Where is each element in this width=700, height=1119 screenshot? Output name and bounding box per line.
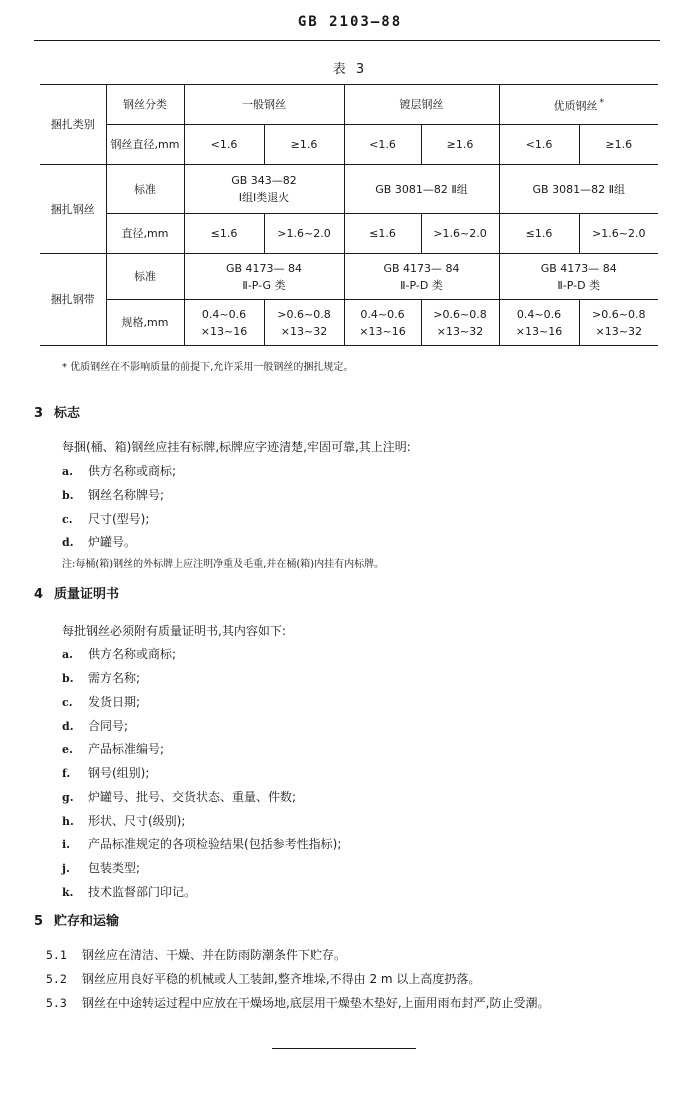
list-item-label: f. <box>62 767 71 780</box>
list-item <box>62 533 136 550</box>
section-4-heading <box>34 583 119 602</box>
table-cell: GB 3081—82 Ⅱ组 <box>344 165 499 214</box>
section-title: 质量证明书 <box>54 587 120 602</box>
table-cell: ≤1.6 <box>344 214 421 254</box>
table-row <box>40 125 658 165</box>
section-3-intro: 每捆(桶、箱)钢丝应挂有标牌,标牌应字迹清楚,牢固可靠,其上注明: <box>62 440 411 454</box>
table-cell <box>184 300 264 346</box>
list-item-text: 钢丝名称牌号; <box>88 488 165 502</box>
cell-line: Ⅱ-P-G 类 <box>242 278 286 292</box>
list-item <box>62 764 149 781</box>
list-item <box>62 693 140 710</box>
list-item-text: 产品标准编号; <box>88 742 165 756</box>
cell-line: 0.4~0.6 <box>516 307 562 321</box>
clause-number: 5.3 <box>46 996 67 1010</box>
clause-item <box>46 946 346 963</box>
table-caption: 表 3 <box>332 62 368 77</box>
section-number: 4 <box>34 587 44 602</box>
list-item <box>62 859 140 876</box>
table-cell: >1.6~2.0 <box>264 214 344 254</box>
list-item-label: b. <box>62 489 74 502</box>
clause-text: 钢丝应用良好平稳的机械或人工装卸,整齐堆垛,不得由 2 m 以上高度扔落。 <box>82 972 481 986</box>
list-item-label: c. <box>62 696 73 709</box>
list-item-text: 炉罐号、批号、交货状态、重量、件数; <box>88 790 297 804</box>
cell-line: Ⅱ-P-D 类 <box>400 278 443 292</box>
class-plated-header: 镀层钢丝 <box>344 85 499 125</box>
list-item-text: 合同号; <box>88 719 129 733</box>
class-premium-label: 优质钢丝 <box>553 99 598 113</box>
strip-standard-label: 标准 <box>106 254 184 300</box>
table-cell: <1.6 <box>184 125 264 165</box>
table-cell <box>264 300 344 346</box>
section-number: 3 <box>34 406 44 421</box>
class-premium-header <box>499 85 658 125</box>
table-cell: <1.6 <box>344 125 421 165</box>
table-cell <box>184 165 344 214</box>
section-3-heading <box>34 402 80 421</box>
clause-item <box>46 994 549 1011</box>
table-cell <box>579 300 658 346</box>
clause-number: 5.1 <box>46 948 67 962</box>
cell-line: ×13~32 <box>280 324 328 338</box>
spec-label: 规格,mm <box>106 300 184 346</box>
list-item-text: 需方名称; <box>88 671 141 685</box>
cell-line: >0.6~0.8 <box>277 307 331 321</box>
table-cell: ≥1.6 <box>579 125 658 165</box>
list-item-label: j. <box>62 862 70 875</box>
cell-line: Ⅰ组Ⅰ类退火 <box>238 191 290 204</box>
list-item-text: 产品标准规定的各项检验结果(包括参考性指标); <box>88 837 342 851</box>
list-item-label: g. <box>62 791 74 804</box>
list-item-label: e. <box>62 743 73 756</box>
list-item <box>62 788 296 805</box>
row-group-label-category: 捆扎类别 <box>40 85 106 165</box>
list-item-label: h. <box>62 815 74 828</box>
list-item-label: a. <box>62 648 73 661</box>
table-cell: ≤1.6 <box>184 214 264 254</box>
list-item-text: 供方名称或商标; <box>88 464 177 478</box>
page-header-standard-number: GB 2103—88 <box>297 14 403 30</box>
table-cell: >1.6~2.0 <box>579 214 658 254</box>
list-item-label: c. <box>62 513 73 526</box>
list-item-text: 发货日期; <box>88 695 141 709</box>
cell-line: ×13~32 <box>595 324 642 338</box>
list-item <box>62 462 176 479</box>
list-item-label: d. <box>62 536 74 549</box>
clause-text: 钢丝在中途转运过程中应放在干燥场地,底层用干燥垫木垫好,上面用雨布封严,防止受潮。 <box>82 996 550 1010</box>
header-rule <box>34 40 660 41</box>
cell-line: ×13~32 <box>436 324 484 338</box>
clause-number: 5.2 <box>46 972 67 986</box>
list-item <box>62 669 140 686</box>
section-5-heading <box>34 910 119 929</box>
list-item-text: 炉罐号。 <box>88 535 137 549</box>
cell-line: 0.4~0.6 <box>201 307 247 321</box>
list-item-text: 包装类型; <box>88 861 141 875</box>
section-number: 5 <box>34 914 44 929</box>
list-item-text: 钢号(组别); <box>88 766 150 780</box>
table-row <box>40 300 658 346</box>
list-item-text: 供方名称或商标; <box>88 647 177 661</box>
list-item-text: 形状、尺寸(级别); <box>88 814 186 828</box>
cell-line: ×13~16 <box>359 324 406 338</box>
cell-line: ×13~16 <box>515 324 563 338</box>
cell-line: 0.4~0.6 <box>360 307 405 321</box>
cell-line: Ⅱ-P-D 类 <box>557 278 601 292</box>
wire-class-label: 钢丝分类 <box>106 85 184 125</box>
diameter-label: 钢丝直径,mm <box>106 125 184 165</box>
standard-label: 标准 <box>106 165 184 214</box>
cell-line: GB 4173— 84 <box>383 261 460 275</box>
table-cell: ≤1.6 <box>499 214 579 254</box>
table-footnote: * 优质钢丝在不影响质量的前提下,允许采用一般钢丝的捆扎规定。 <box>62 362 354 373</box>
list-item-text: 技术监督部门印记。 <box>88 885 197 899</box>
section-4-intro: 每批钢丝必须附有质量证明书,其内容如下: <box>62 624 286 638</box>
table-cell <box>344 254 499 300</box>
table-cell: ≥1.6 <box>421 125 499 165</box>
row-group-label-bind-wire: 捆扎钢丝 <box>40 165 106 254</box>
table-cell <box>421 300 499 346</box>
cell-line: GB 4173— 84 <box>540 261 617 275</box>
cell-line: >0.6~0.8 <box>592 307 646 321</box>
list-item <box>62 835 341 852</box>
wire-diameter-label: 直径,mm <box>106 214 184 254</box>
list-item <box>62 510 149 527</box>
table-3 <box>40 84 658 346</box>
table-row <box>40 214 658 254</box>
table-cell <box>344 300 421 346</box>
footer-rule <box>272 1048 416 1049</box>
cell-line: GB 343—82 <box>231 174 297 187</box>
table-cell <box>499 254 658 300</box>
section-title: 贮存和运输 <box>54 914 120 929</box>
list-item <box>62 740 164 757</box>
table-cell: <1.6 <box>499 125 579 165</box>
clause-item <box>46 970 480 987</box>
list-item-label: a. <box>62 465 73 478</box>
table-cell: ≥1.6 <box>264 125 344 165</box>
table-row <box>40 85 658 125</box>
list-item-label: b. <box>62 672 74 685</box>
list-item <box>62 812 185 829</box>
list-item-label: d. <box>62 720 74 733</box>
table-cell <box>499 300 579 346</box>
class-general-header: 一般钢丝 <box>184 85 344 125</box>
list-item-label: i. <box>62 838 71 851</box>
row-group-label-bind-strip: 捆扎钢带 <box>40 254 106 346</box>
premium-footnote-mark: * <box>599 97 604 108</box>
cell-line: GB 4173— 84 <box>225 261 303 275</box>
list-item <box>62 486 164 503</box>
table-row <box>40 165 658 214</box>
list-item <box>62 717 128 734</box>
table-cell: >1.6~2.0 <box>421 214 499 254</box>
section-title: 标志 <box>54 406 81 421</box>
clause-text: 钢丝应在清洁、干燥、并在防雨防潮条件下贮存。 <box>82 948 347 962</box>
list-item-label: k. <box>62 886 74 899</box>
list-item-text: 尺寸(型号); <box>88 512 150 526</box>
cell-line: ×13~16 <box>200 324 248 338</box>
table-cell <box>184 254 344 300</box>
cell-line: >0.6~0.8 <box>433 307 487 321</box>
table-cell: GB 3081—82 Ⅱ组 <box>499 165 658 214</box>
list-item <box>62 883 196 900</box>
section-3-note: 注:每桶(箱)钢丝的外标牌上应注明净重及毛重,并在桶(箱)内挂有内标牌。 <box>62 559 385 570</box>
table-row <box>40 254 658 300</box>
list-item <box>62 645 176 662</box>
